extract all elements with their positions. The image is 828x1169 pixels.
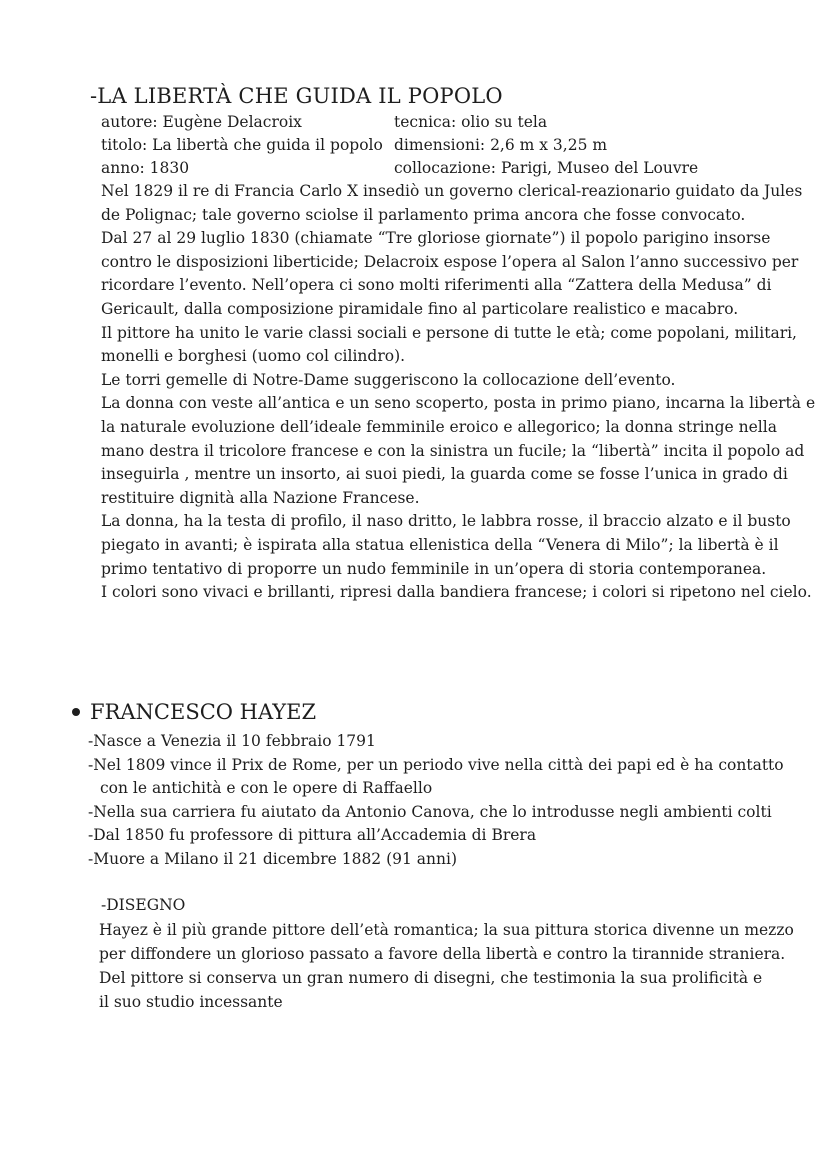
meta-technique: tecnica: olio su tela — [394, 113, 548, 131]
text-line: primo tentativo di proporre un nudo femminile in un’opera di storia contemporanea. — [101, 559, 767, 578]
text-line: per diffondere un glorioso passato a favore della libertà e contro la tirannide straniera. — [99, 945, 786, 963]
text-line: Hayez è il più grande pittore dell’età romantica; la sua pittura storica divenne un mezzo — [99, 921, 794, 939]
text-line: monelli e borghesi (uomo col cilindro). — [101, 347, 406, 366]
text-line: Dal 27 al 29 luglio 1830 (chiamate “Tre gloriose giornate”) il popolo parigino insorse — [101, 229, 771, 248]
bullet-icon — [72, 708, 80, 716]
bio-item: -Nella sua carriera fu aiutato da Antonio Canova, che lo introdusse negli ambienti colti — [88, 802, 772, 821]
section-title-liberta: -LA LIBERTÀ CHE GUIDA IL POPOLO — [90, 84, 503, 108]
text-line: de Polignac; tale governo sciolse il parlamento prima ancora che fosse convocato. — [101, 205, 746, 224]
text-line: la naturale evoluzione dell’ideale femminile eroico e allegorico; la donna stringe nella — [101, 417, 777, 436]
text-line: Nel 1829 il re di Francia Carlo X insediò un governo clerical-reazionario guidato da Jules — [101, 182, 803, 200]
liberta-description — [101, 180, 815, 605]
text-line: La donna, ha la testa di profilo, il naso dritto, le labbra rosse, il braccio alzato e il busto — [101, 512, 791, 531]
text-line: mano destra il tricolore francese e con la sinistra un fucile; la “libertà” incita il popolo ad — [101, 441, 805, 460]
bio-item: -Dal 1850 fu professore di pittura all’Accademia di Brera — [88, 826, 537, 845]
meta-title: titolo: La libertà che guida il popolo — [101, 136, 383, 154]
text-line: Del pittore si conserva un gran numero di disegni, che testimonia la sua prolificità e — [99, 969, 763, 987]
meta-location: collocazione: Parigi, Museo del Louvre — [394, 159, 699, 177]
text-line: Il pittore ha unito le varie classi sociali e persone di tutte le età; come popolani, militari, — [101, 323, 797, 342]
disegno-description — [99, 918, 794, 1014]
bio-item: -Muore a Milano il 21 dicembre 1882 (91 anni) — [88, 849, 458, 868]
hayez-bio-list — [88, 730, 784, 872]
text-line: il suo studio incessante — [99, 993, 283, 1011]
artwork-meta-right — [394, 111, 698, 180]
text-line: restituire dignità alla Nazione Francese. — [101, 488, 420, 507]
section-title-hayez — [72, 700, 316, 724]
text-line: I colori sono vivaci e brillanti, ripresi dalla bandiera francese; i colori si ripetono nel cielo. — [101, 583, 812, 602]
text-line: Gericault, dalla composizione piramidale fino al particolare realistico e macabro. — [101, 299, 739, 318]
bio-item: -Nasce a Venezia il 10 febbraio 1791 — [88, 732, 376, 750]
text-line: contro le disposizioni liberticide; Delacroix espose l’opera al Salon l’anno successivo per — [101, 252, 799, 271]
text-line: inseguirla , mentre un insorto, ai suoi piedi, la guarda come se fosse l’unica in grado di — [101, 465, 788, 484]
text-line: Le torri gemelle di Notre-Dame suggeriscono la collocazione dell’evento. — [101, 370, 676, 389]
meta-year: anno: 1830 — [101, 159, 190, 177]
text-line: La donna con veste all’antica e un seno scoperto, posta in primo piano, incarna la libertà e — [101, 394, 816, 413]
subsection-title-disegno: -DISEGNO — [101, 896, 186, 914]
meta-author: autore: Eugène Delacroix — [101, 113, 302, 131]
text-line: ricordare l’evento. Nell’opera ci sono molti riferimenti alla “Zattera della Medusa” di — [101, 276, 772, 295]
bio-item-continuation: con le antichità e con le opere di Raffaello — [100, 779, 433, 798]
text-line: piegato in avanti; è ispirata alla statua ellenistica della “Venera di Milo”; la libertà è il — [101, 535, 779, 554]
bio-item: -Nel 1809 vince il Prix de Rome, per un periodo vive nella città dei papi ed è ha contatto — [88, 755, 784, 774]
meta-dimensions: dimensioni: 2,6 m x 3,25 m — [394, 136, 608, 154]
hayez-heading: FRANCESCO HAYEZ — [90, 700, 317, 724]
artwork-meta-left — [101, 111, 383, 180]
